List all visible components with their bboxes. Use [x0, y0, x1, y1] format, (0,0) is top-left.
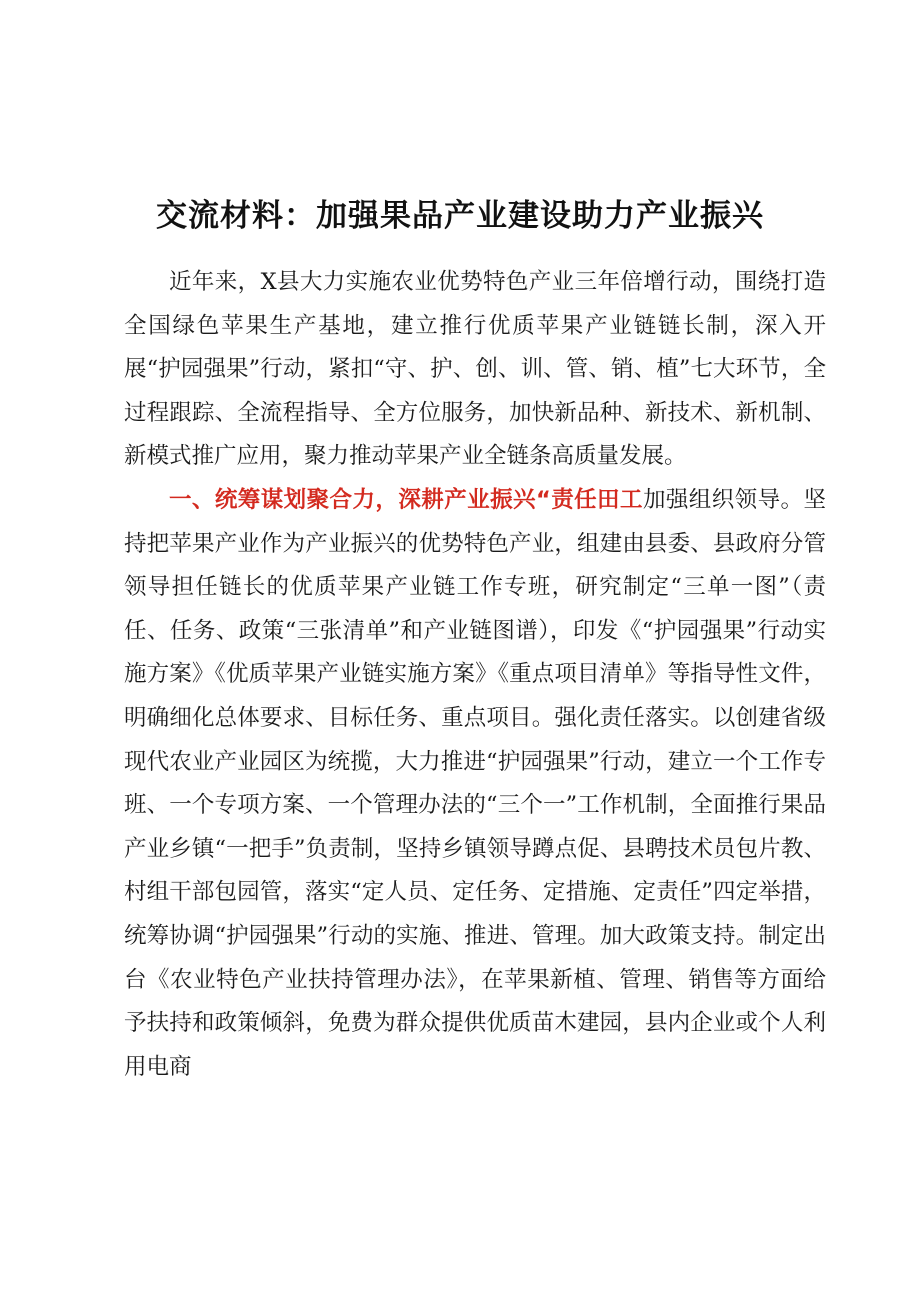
section-1-body: 加强组织领导。坚持把苹果产业作为产业振兴的优势特色产业，组建由县委、县政府分管领导担任链长的优质苹果产业链工作专班，研究制定“三单一图”（责任、任务、政策“三张清单”和产业链图谱），印发《“护园强果”行动实施方案》《优质苹果产业链实施方案》《重点项目清单》等指导性文件，明确细化总体要求、目标任务、重点项目。强化责任落实。以创建省级现代农业产业园区为统揽，大力推进“护园强果”行动，建立一个工作专班、一个专项方案、一个管理办法的“三个一”工作机制，全面推行果品产业乡镇“一把手”负责制，坚持乡镇领导蹲点促、县聘技术员包片教、村组干部包园管，落实“定人员、定任务、定措施、定责任”四定举措，统筹协调“护园强果”行动的实施、推进、管理。加大政策支持。制定出台《农业特色产业扶持管理办法》，在苹果新植、管理、销售等方面给予扶持和政策倾斜，免费为群众提供优质苗木建园，县内企业或个人利用电商: [124, 486, 826, 1080]
document-title: 交流材料：加强果品产业建设助力产业振兴: [156, 198, 764, 234]
section-1-paragraph: [124, 479, 826, 1089]
section-1-heading: 一、统筹谋划聚合力，深耕产业振兴“责任田工: [169, 486, 643, 513]
document-body: [124, 261, 826, 1089]
intro-paragraph: 近年来，X县大力实施农业优势特色产业三年倍增行动，围绕打造全国绿色苹果生产基地，建立推行优质苹果产业链链长制，深入开展“护园强果”行动，紧扣“守、护、创、训、管、销、植”七大环节，全过程跟踪、全流程指导、全方位服务，加快新品种、新技术、新机制、新模式推广应用，聚力推动苹果产业全链条高质量发展。: [124, 269, 826, 470]
